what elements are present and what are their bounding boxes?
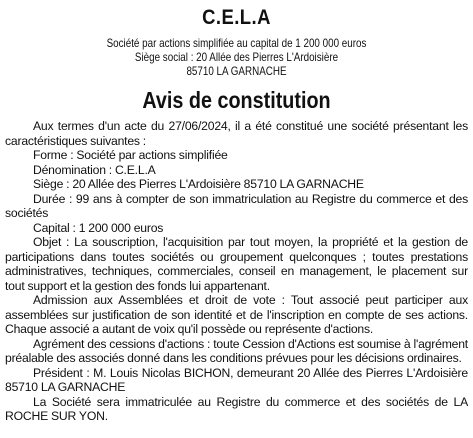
company-capital-line: Société par actions simplifiée au capital de 1 200 000 euros: [106, 36, 367, 50]
notice-title: Avis de constitution: [142, 87, 331, 113]
paragraph-immatriculation: La Société sera immatriculée au Registre du commerce et des sociétés de LA ROCHE SUR YON.: [5, 394, 468, 424]
company-city-line: 85710 LA GARNACHE: [186, 64, 287, 78]
paragraph-president: Président : M. Louis Nicolas BICHON, demeurant 20 Allée des Pierres L'Ardoisière 85710 LA GARNACHE: [5, 365, 468, 395]
paragraph-siege: Siège : 20 Allée des Pierres L'Ardoisière 85710 LA GARNACHE: [33, 177, 364, 192]
paragraph-duree: Durée : 99 ans à compter de son immatriculation au Registre du commerce et des sociétés: [5, 191, 468, 221]
company-name: C.E.L.A: [202, 6, 271, 29]
paragraph-intro: Aux termes d'un acte du 27/06/2024, il a été constitué une société présentant les caractéristiques suivantes :: [5, 119, 468, 148]
paragraph-capital: Capital : 1 200 000 euros: [33, 220, 164, 235]
notice-body: [4, 119, 469, 424]
company-siege-line: Siège social : 20 Allée des Pierres L'Ardoisière: [134, 50, 339, 64]
paragraph-agrement: Agrément des cessions d'actions : toute Cession d'Actions est soumise à l'agrément préalable des associés donné dans les conditions prévues pour les décisions ordinaires.: [5, 336, 468, 366]
paragraph-objet: Objet : La souscription, l'acquisition par tout moyen, la propriété et la gestion de participations dans toutes sociétés ou groupement quelconques ; toutes prestations administratives, techniques, commerciales, conseil en management, le placement sur tout support et la gestion des fonds lui appartenant.: [5, 235, 468, 293]
paragraph-forme: Forme : Société par actions simplifiée: [33, 148, 228, 163]
paragraph-denomination: Dénomination : C.E.L.A: [33, 162, 156, 177]
paragraph-admission: Admission aux Assemblées et droit de vote : Tout associé peut participer aux assemblées sur justification de son identité et de l'inscription en compte de ses actions. Chaque associé a autant de voix qu'il possède ou représente d'actions.: [5, 293, 468, 337]
